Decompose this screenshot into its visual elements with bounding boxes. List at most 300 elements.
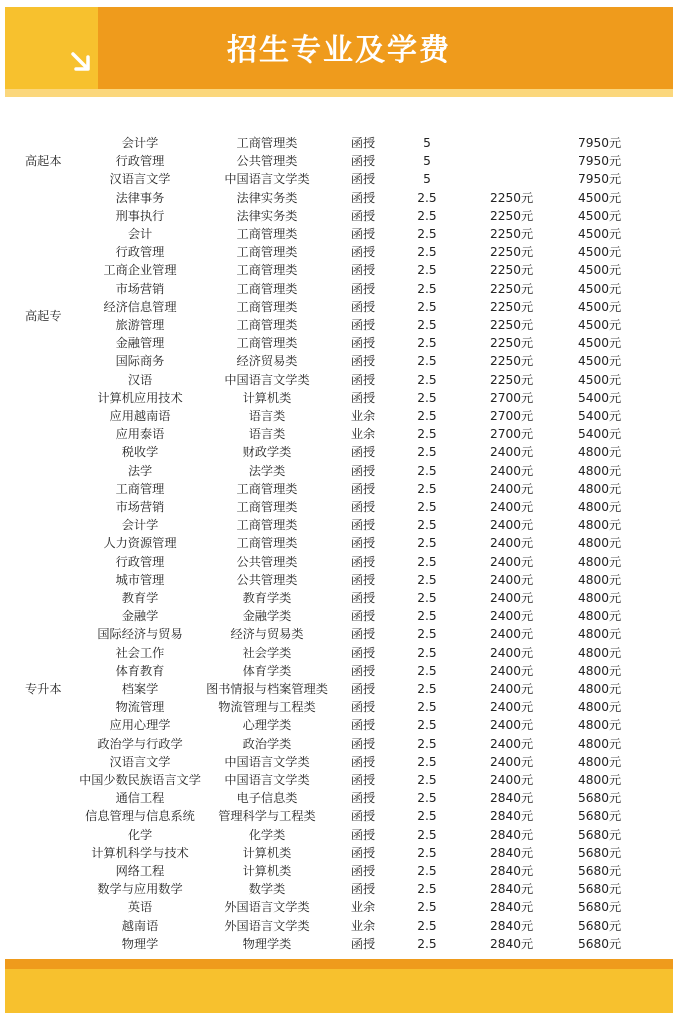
category-cell: 工商管理类: [236, 336, 298, 351]
category-cell: 金融学类: [242, 609, 292, 624]
major-cell: 教育学: [121, 591, 159, 605]
major-cell: 经济信息管理: [103, 299, 177, 314]
annual-fee-cell: 2840元: [490, 918, 534, 933]
major-cell: 刑事执行: [115, 208, 165, 223]
table-row: [5, 298, 673, 316]
major-cell: 法学: [127, 463, 153, 478]
study-mode-cell: 函授: [350, 190, 376, 205]
study-mode-cell: 函授: [350, 227, 376, 241]
annual-fee-cell: 2400元: [490, 736, 534, 751]
study-mode-cell: 函授: [350, 318, 376, 332]
years-cell: 2.5: [417, 372, 437, 387]
table-row: [5, 771, 673, 789]
table-row: [5, 170, 673, 188]
study-mode-cell: 函授: [350, 754, 376, 769]
annual-fee-cell: 2400元: [490, 591, 534, 605]
category-cell: 中国语言文学类: [224, 172, 310, 187]
category-cell: 心理学类: [242, 718, 292, 733]
annual-fee-cell: 2400元: [490, 463, 534, 478]
total-fee-cell: 5680元: [578, 900, 622, 915]
major-cell: 政治学与行政学: [97, 736, 183, 751]
annual-fee-cell: 2250元: [490, 372, 534, 387]
major-cell: 社会工作: [115, 645, 165, 660]
header-band: [5, 7, 673, 89]
annual-fee-cell: 2250元: [490, 263, 534, 278]
years-cell: 2.5: [417, 208, 437, 223]
annual-fee-cell: 2400元: [490, 554, 534, 569]
study-mode-cell: 函授: [350, 372, 376, 387]
table-row: [5, 898, 673, 916]
table-row: [5, 571, 673, 589]
annual-fee-cell: 2400元: [490, 445, 534, 460]
study-mode-cell: 函授: [350, 154, 376, 169]
table-row: [5, 917, 673, 935]
table-row: [5, 935, 673, 953]
major-cell: 金融学: [121, 609, 159, 624]
major-cell: 会计学: [121, 518, 159, 533]
category-cell: 语言类: [248, 409, 286, 423]
total-fee-cell: 4500元: [578, 227, 622, 241]
total-fee-cell: 4800元: [578, 663, 622, 678]
annual-fee-cell: 2400元: [490, 518, 534, 533]
table-row: [5, 826, 673, 844]
table-row: [5, 134, 673, 152]
category-cell: 经济与贸易类: [230, 627, 304, 642]
years-cell: 2.5: [417, 299, 437, 314]
years-cell: 2.5: [417, 336, 437, 351]
major-cell: 汉语言文学: [109, 172, 171, 187]
total-fee-cell: 5400元: [578, 409, 622, 423]
major-cell: 工商企业管理: [103, 263, 177, 278]
category-cell: 工商管理类: [236, 299, 298, 314]
total-fee-cell: 4500元: [578, 336, 622, 351]
study-mode-cell: 业余: [350, 409, 376, 423]
annual-fee-cell: 2840元: [490, 827, 534, 842]
total-fee-cell: 4800元: [578, 572, 622, 587]
study-mode-cell: 函授: [350, 864, 376, 878]
years-cell: 2.5: [417, 900, 437, 915]
major-cell: 金融管理: [115, 336, 165, 351]
category-cell: 工商管理类: [236, 481, 298, 496]
category-cell: 工商管理类: [236, 136, 298, 150]
annual-fee-cell: 2840元: [490, 791, 534, 806]
major-cell: 税收学: [121, 445, 159, 460]
years-cell: 2.5: [417, 409, 437, 423]
major-cell: 人力资源管理: [103, 536, 177, 551]
total-fee-cell: 4800元: [578, 591, 622, 605]
category-cell: 工商管理类: [236, 227, 298, 241]
study-mode-cell: 函授: [350, 263, 376, 278]
table-row: [5, 189, 673, 207]
study-mode-cell: 函授: [350, 390, 376, 405]
annual-fee-cell: 2400元: [490, 663, 534, 678]
total-fee-cell: 4500元: [578, 372, 622, 387]
total-fee-cell: 4500元: [578, 245, 622, 260]
page-title: 招生专业及学费: [227, 33, 451, 68]
annual-fee-cell: 2250元: [490, 190, 534, 205]
total-fee-cell: 4500元: [578, 318, 622, 332]
years-cell: 2.5: [417, 463, 437, 478]
study-mode-cell: 函授: [350, 518, 376, 533]
study-mode-cell: 函授: [350, 591, 376, 605]
category-cell: 中国语言文学类: [224, 773, 310, 787]
major-cell: 法律事务: [115, 190, 165, 205]
total-fee-cell: 5400元: [578, 390, 622, 405]
annual-fee-cell: 2250元: [490, 354, 534, 369]
years-cell: 2.5: [417, 791, 437, 806]
major-cell: 档案学: [121, 682, 159, 696]
table-row: [5, 753, 673, 771]
table-row: [5, 225, 673, 243]
table-row: [5, 152, 673, 170]
annual-fee-cell: 2400元: [490, 500, 534, 514]
study-mode-cell: 函授: [350, 809, 376, 824]
category-cell: 经济贸易类: [236, 354, 298, 369]
table-row: [5, 316, 673, 334]
total-fee-cell: 4500元: [578, 354, 622, 369]
category-cell: 社会学类: [242, 645, 292, 660]
total-fee-cell: 4800元: [578, 463, 622, 478]
study-mode-cell: 函授: [350, 936, 376, 951]
major-cell: 工商管理: [115, 481, 165, 496]
category-cell: 物理学类: [242, 936, 292, 951]
total-fee-cell: 5680元: [578, 864, 622, 878]
study-mode-cell: 函授: [350, 172, 376, 187]
table-row: [5, 389, 673, 407]
annual-fee-cell: 2250元: [490, 336, 534, 351]
category-cell: 物流管理与工程类: [218, 700, 316, 715]
total-fee-cell: 4800元: [578, 736, 622, 751]
years-cell: 2.5: [417, 718, 437, 733]
years-cell: 2.5: [417, 736, 437, 751]
table-row: [5, 680, 673, 698]
years-cell: 2.5: [417, 845, 437, 860]
total-fee-cell: 7950元: [578, 172, 622, 187]
years-cell: 2.5: [417, 227, 437, 241]
major-cell: 应用泰语: [115, 427, 165, 442]
annual-fee-cell: 2400元: [490, 700, 534, 715]
total-fee-cell: 4800元: [578, 536, 622, 551]
total-fee-cell: 4800元: [578, 609, 622, 624]
category-cell: 体育学类: [242, 663, 292, 678]
annual-fee-cell: 2700元: [490, 390, 534, 405]
years-cell: 2.5: [417, 281, 437, 296]
level-label: 高起本: [25, 154, 62, 169]
total-fee-cell: 4500元: [578, 263, 622, 278]
major-cell: 市场营销: [115, 281, 165, 296]
category-cell: 工商管理类: [236, 245, 298, 260]
years-cell: 5: [423, 172, 431, 187]
table-row: [5, 207, 673, 225]
study-mode-cell: 函授: [350, 845, 376, 860]
study-mode-cell: 函授: [350, 627, 376, 642]
years-cell: 2.5: [417, 936, 437, 951]
table-row: [5, 462, 673, 480]
study-mode-cell: 函授: [350, 554, 376, 569]
major-cell: 汉语言文学: [109, 754, 171, 769]
annual-fee-cell: 2400元: [490, 682, 534, 696]
major-cell: 汉语: [127, 372, 153, 387]
category-cell: 外国语言文学类: [224, 918, 310, 933]
years-cell: 2.5: [417, 390, 437, 405]
study-mode-cell: 函授: [350, 354, 376, 369]
major-cell: 物理学: [121, 936, 159, 951]
table-row: [5, 716, 673, 734]
category-cell: 电子信息类: [236, 791, 298, 806]
annual-fee-cell: 2400元: [490, 773, 534, 787]
category-cell: 计算机类: [242, 390, 292, 405]
major-cell: 网络工程: [115, 864, 165, 878]
annual-fee-cell: 2840元: [490, 936, 534, 951]
category-cell: 法律实务类: [236, 190, 298, 205]
category-cell: 工商管理类: [236, 536, 298, 551]
study-mode-cell: 函授: [350, 136, 376, 150]
major-cell: 数学与应用数学: [97, 882, 183, 897]
years-cell: 2.5: [417, 827, 437, 842]
table-row: [5, 735, 673, 753]
years-cell: 2.5: [417, 500, 437, 514]
category-cell: 外国语言文学类: [224, 900, 310, 915]
total-fee-cell: 4800元: [578, 645, 622, 660]
major-cell: 国际经济与贸易: [97, 627, 183, 642]
study-mode-cell: 函授: [350, 736, 376, 751]
level-label: 高起专: [25, 308, 62, 323]
years-cell: 2.5: [417, 645, 437, 660]
years-cell: 2.5: [417, 572, 437, 587]
table-row: [5, 880, 673, 898]
major-cell: 应用越南语: [109, 409, 171, 423]
total-fee-cell: 5680元: [578, 918, 622, 933]
total-fee-cell: 4800元: [578, 481, 622, 496]
annual-fee-cell: 2250元: [490, 299, 534, 314]
years-cell: 2.5: [417, 882, 437, 897]
total-fee-cell: 4500元: [578, 190, 622, 205]
years-cell: 2.5: [417, 427, 437, 442]
total-fee-cell: 5680元: [578, 845, 622, 860]
category-cell: 计算机类: [242, 845, 292, 860]
annual-fee-cell: 2700元: [490, 427, 534, 442]
annual-fee-cell: 2840元: [490, 809, 534, 824]
major-cell: 英语: [127, 900, 153, 915]
study-mode-cell: 函授: [350, 299, 376, 314]
table-row: [5, 553, 673, 571]
table-row: [5, 425, 673, 443]
study-mode-cell: 函授: [350, 645, 376, 660]
years-cell: 2.5: [417, 263, 437, 278]
category-cell: 法学类: [248, 463, 286, 478]
study-mode-cell: 业余: [350, 918, 376, 933]
annual-fee-cell: 2400元: [490, 718, 534, 733]
category-cell: 数学类: [248, 882, 286, 897]
annual-fee-cell: 2840元: [490, 900, 534, 915]
header-stripe: [5, 89, 673, 97]
years-cell: 2.5: [417, 591, 437, 605]
total-fee-cell: 5680元: [578, 809, 622, 824]
annual-fee-cell: 2400元: [490, 627, 534, 642]
years-cell: 2.5: [417, 700, 437, 715]
footer-stripe: [5, 959, 673, 969]
total-fee-cell: 4800元: [578, 718, 622, 733]
total-fee-cell: 4800元: [578, 518, 622, 533]
years-cell: 2.5: [417, 918, 437, 933]
years-cell: 2.5: [417, 754, 437, 769]
study-mode-cell: 函授: [350, 536, 376, 551]
table-row: [5, 498, 673, 516]
table-row: [5, 862, 673, 880]
category-cell: 政治学类: [242, 736, 292, 751]
total-fee-cell: 5680元: [578, 936, 622, 951]
study-mode-cell: 函授: [350, 445, 376, 460]
study-mode-cell: 函授: [350, 245, 376, 260]
years-cell: 2.5: [417, 682, 437, 696]
category-cell: 图书情报与档案管理类: [206, 682, 328, 696]
table-row: [5, 243, 673, 261]
major-cell: 应用心理学: [109, 718, 171, 733]
category-cell: 法律实务类: [236, 208, 298, 223]
study-mode-cell: 函授: [350, 700, 376, 715]
study-mode-cell: 函授: [350, 682, 376, 696]
study-mode-cell: 业余: [350, 900, 376, 915]
annual-fee-cell: 2400元: [490, 481, 534, 496]
annual-fee-cell: 2250元: [490, 208, 534, 223]
table-row: [5, 789, 673, 807]
total-fee-cell: 5400元: [578, 427, 622, 442]
years-cell: 2.5: [417, 609, 437, 624]
years-cell: 2.5: [417, 809, 437, 824]
years-cell: 2.5: [417, 773, 437, 787]
table-row: [5, 443, 673, 461]
level-label: 专升本: [25, 682, 62, 696]
total-fee-cell: 7950元: [578, 136, 622, 150]
annual-fee-cell: 2250元: [490, 281, 534, 296]
major-cell: 越南语: [121, 918, 159, 933]
annual-fee-cell: 2400元: [490, 609, 534, 624]
years-cell: 5: [423, 154, 431, 169]
table-row: [5, 352, 673, 370]
table-row: [5, 334, 673, 352]
table-row: [5, 644, 673, 662]
major-cell: 物流管理: [115, 700, 165, 715]
annual-fee-cell: 2400元: [490, 572, 534, 587]
study-mode-cell: 函授: [350, 609, 376, 624]
category-cell: 财政学类: [242, 445, 292, 460]
major-cell: 信息管理与信息系统: [85, 809, 195, 824]
years-cell: 2.5: [417, 318, 437, 332]
table-row: [5, 371, 673, 389]
major-cell: 旅游管理: [115, 318, 165, 332]
total-fee-cell: 4500元: [578, 208, 622, 223]
study-mode-cell: 函授: [350, 882, 376, 897]
major-cell: 国际商务: [115, 354, 165, 369]
table-row: [5, 807, 673, 825]
years-cell: 2.5: [417, 627, 437, 642]
category-cell: 工商管理类: [236, 500, 298, 514]
study-mode-cell: 函授: [350, 791, 376, 806]
category-cell: 公共管理类: [236, 554, 298, 569]
total-fee-cell: 4800元: [578, 627, 622, 642]
category-cell: 语言类: [248, 427, 286, 442]
major-cell: 计算机应用技术: [97, 390, 183, 405]
years-cell: 2.5: [417, 536, 437, 551]
major-cell: 行政管理: [115, 154, 165, 169]
total-fee-cell: 5680元: [578, 791, 622, 806]
total-fee-cell: 4500元: [578, 299, 622, 314]
major-cell: 行政管理: [115, 554, 165, 569]
table-row: [5, 607, 673, 625]
annual-fee-cell: 2840元: [490, 845, 534, 860]
major-cell: 化学: [127, 827, 153, 842]
study-mode-cell: 函授: [350, 773, 376, 787]
study-mode-cell: 函授: [350, 500, 376, 514]
table-row: [5, 261, 673, 279]
total-fee-cell: 4500元: [578, 281, 622, 296]
study-mode-cell: 函授: [350, 463, 376, 478]
table-row: [5, 280, 673, 298]
years-cell: 5: [423, 136, 431, 150]
years-cell: 2.5: [417, 354, 437, 369]
major-cell: 行政管理: [115, 245, 165, 260]
major-cell: 通信工程: [115, 791, 165, 806]
annual-fee-cell: 2250元: [490, 245, 534, 260]
study-mode-cell: 函授: [350, 718, 376, 733]
total-fee-cell: 7950元: [578, 154, 622, 169]
category-cell: 工商管理类: [236, 281, 298, 296]
major-cell: 中国少数民族语言文学: [79, 773, 201, 787]
annual-fee-cell: 2400元: [490, 536, 534, 551]
study-mode-cell: 函授: [350, 481, 376, 496]
study-mode-cell: 函授: [350, 281, 376, 296]
category-cell: 工商管理类: [236, 263, 298, 278]
category-cell: 公共管理类: [236, 572, 298, 587]
major-cell: 体育教育: [115, 663, 165, 678]
annual-fee-cell: 2250元: [490, 227, 534, 241]
annual-fee-cell: 2840元: [490, 864, 534, 878]
annual-fee-cell: 2250元: [490, 318, 534, 332]
table-row: [5, 516, 673, 534]
major-cell: 城市管理: [115, 572, 165, 587]
study-mode-cell: 函授: [350, 663, 376, 678]
years-cell: 2.5: [417, 190, 437, 205]
annual-fee-cell: 2700元: [490, 409, 534, 423]
table-row: [5, 480, 673, 498]
total-fee-cell: 4800元: [578, 445, 622, 460]
years-cell: 2.5: [417, 554, 437, 569]
major-cell: 市场营销: [115, 500, 165, 514]
major-cell: 会计: [127, 227, 153, 241]
total-fee-cell: 4800元: [578, 754, 622, 769]
total-fee-cell: 4800元: [578, 682, 622, 696]
category-cell: 计算机类: [242, 864, 292, 878]
total-fee-cell: 4800元: [578, 554, 622, 569]
table-row: [5, 844, 673, 862]
category-cell: 工商管理类: [236, 318, 298, 332]
study-mode-cell: 函授: [350, 336, 376, 351]
years-cell: 2.5: [417, 245, 437, 260]
table-row: [5, 698, 673, 716]
total-fee-cell: 5680元: [578, 827, 622, 842]
table-row: [5, 625, 673, 643]
years-cell: 2.5: [417, 481, 437, 496]
years-cell: 2.5: [417, 663, 437, 678]
total-fee-cell: 4800元: [578, 773, 622, 787]
study-mode-cell: 业余: [350, 427, 376, 442]
study-mode-cell: 函授: [350, 572, 376, 587]
study-mode-cell: 函授: [350, 827, 376, 842]
total-fee-cell: 4800元: [578, 700, 622, 715]
poster-frame: [5, 7, 673, 1013]
category-cell: 公共管理类: [236, 154, 298, 169]
category-cell: 管理科学与工程类: [218, 809, 316, 824]
